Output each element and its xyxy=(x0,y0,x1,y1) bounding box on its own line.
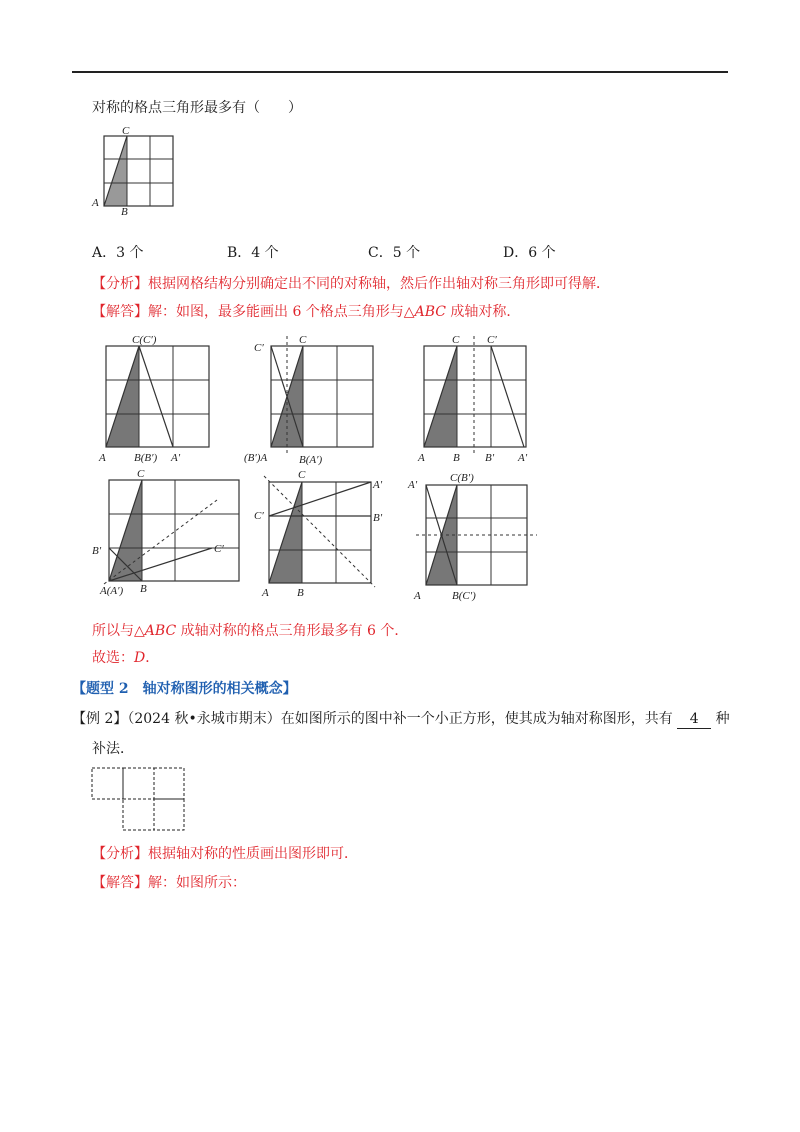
choice-text: 故选： xyxy=(92,650,134,666)
f6-label-a1: A′ xyxy=(408,479,418,491)
triangle-name: ABC xyxy=(414,304,446,320)
option-a: A．3 个 xyxy=(92,245,144,261)
f3-label-b1: B′ xyxy=(485,452,495,464)
section-title: 【题型 2 轴对称图形的相关概念】 xyxy=(72,681,297,697)
f4-label-c: C xyxy=(137,468,145,480)
f2-label-c: C xyxy=(299,334,307,346)
choice-end: ． xyxy=(145,650,160,666)
f3-label-c1: C′ xyxy=(487,334,497,346)
answer-text-b: 成轴对称． xyxy=(445,304,521,320)
answer-figure-3 xyxy=(414,330,544,470)
f4-label-b1: B′ xyxy=(92,545,102,557)
f6-label-b: B(C′) xyxy=(452,590,476,602)
f5-label-b1: B′ xyxy=(373,512,383,524)
answer-1 xyxy=(92,303,520,321)
conclusion-1 xyxy=(92,622,408,640)
example-text: （2024 秋•永城市期末）在如图所示的图中补一个小正方形，使其成为轴对称图形，共有 xyxy=(127,711,673,727)
f3-label-c: C xyxy=(452,334,460,346)
analysis-2-tag: 【分析】 xyxy=(92,846,148,862)
f4-label-b: B xyxy=(140,583,147,595)
f1-label-a: A xyxy=(99,452,106,464)
dashed-squares-figure xyxy=(90,766,190,836)
answer-figure-2 xyxy=(244,330,374,470)
answer-2 xyxy=(92,874,246,892)
answer-tag: 【解答】 xyxy=(92,304,148,320)
f3-label-a1: A′ xyxy=(518,452,528,464)
choice-1 xyxy=(92,649,159,667)
option-c: C．5 个 xyxy=(368,245,421,261)
conclusion-triangle: ABC xyxy=(144,623,177,639)
f6-label-a: A xyxy=(414,590,421,602)
f1-label-c: C(C′) xyxy=(132,334,157,346)
question-figure xyxy=(90,122,190,222)
answer-text-a: 解：如图，最多能画出 6 个格点三角形与△ xyxy=(148,304,415,320)
f5-label-a: A xyxy=(262,587,269,599)
answer-figure-5 xyxy=(252,466,402,606)
option-b: B．4 个 xyxy=(227,245,279,261)
analysis-text: 根据网格结构分别确定出不同的对称轴，然后作出轴对称三角形即可得解． xyxy=(148,276,610,292)
label-A: A xyxy=(92,197,99,209)
f3-label-b: B xyxy=(453,452,460,464)
answer-2-tag: 【解答】 xyxy=(92,875,148,891)
label-C: C xyxy=(122,125,130,137)
option-d: D．6 个 xyxy=(503,245,556,261)
f5-label-c: C xyxy=(298,469,306,481)
example-tag: 【例 2】 xyxy=(72,711,128,727)
example-2-line2: 补法． xyxy=(92,741,134,757)
answer-2-text: 解：如图所示： xyxy=(148,875,246,891)
answer-figure-6 xyxy=(404,466,554,606)
conclusion-text-b: 成轴对称的格点三角形最多有 6 个． xyxy=(176,623,409,639)
f2-label-b: B(A′) xyxy=(299,454,323,466)
f2-label-c1: C′ xyxy=(254,342,264,354)
example-unit: 种 xyxy=(715,711,730,727)
answer-figure-4 xyxy=(92,466,242,606)
header-rule xyxy=(72,71,728,73)
f4-label-c1: C′ xyxy=(214,543,224,555)
answer-figure-1 xyxy=(96,330,216,470)
analysis-tag: 【分析】 xyxy=(92,276,148,292)
question-stem: 对称的格点三角形最多有（ ） xyxy=(92,100,302,116)
f5-label-a1: A′ xyxy=(373,479,383,491)
example-2 xyxy=(72,710,730,729)
label-B: B xyxy=(121,206,128,218)
analysis-2 xyxy=(92,845,358,863)
f5-label-c1: C′ xyxy=(254,510,264,522)
analysis-1 xyxy=(92,275,610,293)
f4-label-a: A(A′) xyxy=(100,585,124,597)
f3-label-a: A xyxy=(418,452,425,464)
conclusion-text-a: 所以与△ xyxy=(92,623,145,639)
answer-blank: 4 xyxy=(677,710,711,729)
choice-letter: D xyxy=(134,650,146,666)
question-grid xyxy=(104,136,173,206)
analysis-2-text: 根据轴对称的性质画出图形即可． xyxy=(148,846,358,862)
f2-label-b1: (B′)A xyxy=(244,452,268,464)
f6-label-c: C(B′) xyxy=(450,472,474,484)
f1-label-b: B(B′) xyxy=(134,452,158,464)
f5-label-b: B xyxy=(297,587,304,599)
f1-label-a2: A′ xyxy=(171,452,181,464)
